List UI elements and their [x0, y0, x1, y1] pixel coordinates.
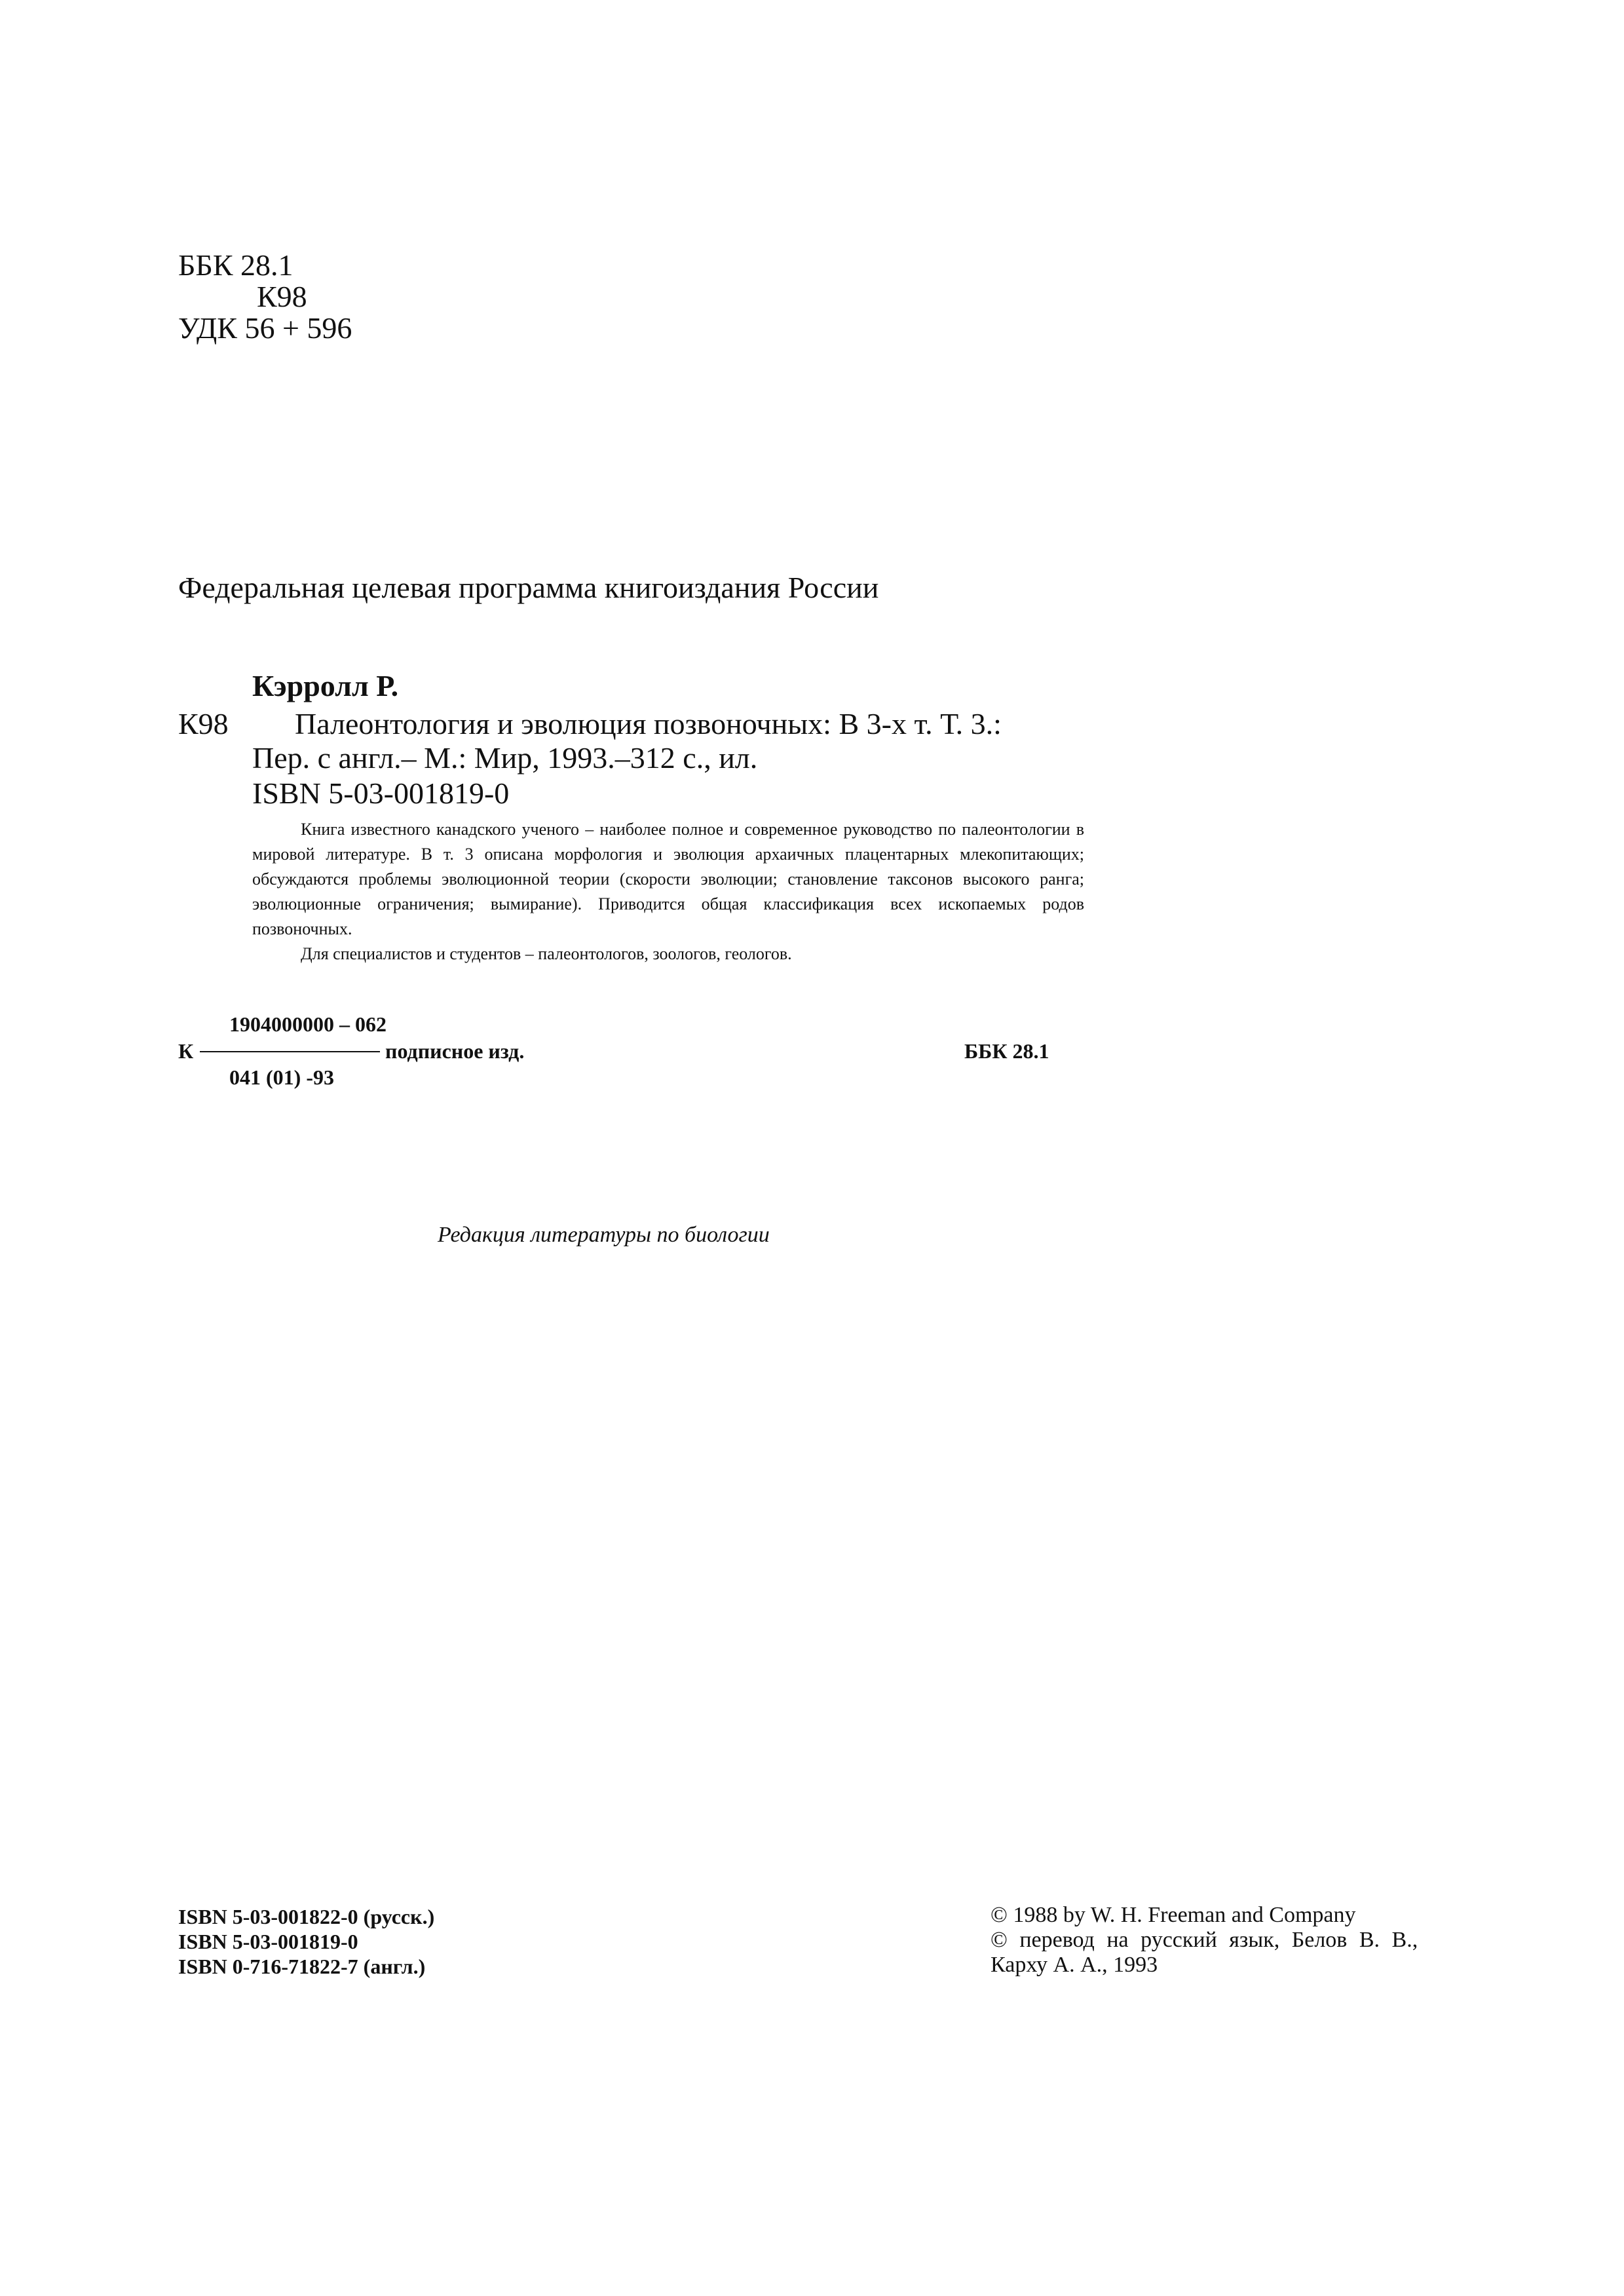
- fraction-line: [200, 1051, 380, 1052]
- copyright-translators: Карху А. А., 1993: [991, 1953, 1158, 1977]
- index-denominator: 041 (01) -93: [229, 1065, 334, 1089]
- annotation: [252, 817, 1084, 966]
- index-bbk: ББК 28.1: [964, 1039, 1049, 1063]
- author-name: Кэрролл Р.: [252, 669, 399, 702]
- copyright-translation: © перевод на русский язык, Белов В. В.,: [991, 1928, 1418, 1952]
- book-title-line1: Палеонтология и эволюция позвоночных: В 3-х т. Т. 3.:: [295, 707, 1002, 740]
- index-letter: К: [178, 1039, 194, 1063]
- annotation-paragraph-1: Книга известного канадского ученого – наиболее полное и современное руководство по палеонтологии в мировой литературе. В т. 3 описана морфология и эволюция архаичных плацентарных млекопитающих; обсуждаются проблемы эволюционной теории (скорости эволюции; становление таксонов высокого ранга; эволюционные ограничения; вымирание). Приводится общая классификация всех ископаемых родов позвоночных.: [252, 820, 1084, 938]
- isbn-list: [178, 1904, 434, 1979]
- author-mark: К98: [257, 280, 307, 313]
- isbn-russian: ISBN 5-03-001822-0 (русск.): [178, 1905, 435, 1928]
- editorial-office: Редакция литературы по биологии: [438, 1223, 770, 1247]
- isbn-english: ISBN 0-716-71822-7 (англ.): [178, 1955, 426, 1978]
- book-isbn: ISBN 5-03-001819-0: [252, 776, 510, 810]
- isbn-volume: ISBN 5-03-001819-0: [178, 1930, 358, 1953]
- bib-mark: К98: [178, 707, 229, 740]
- copyright-block: [991, 1903, 1418, 1978]
- subscription-label: подписное изд.: [385, 1039, 525, 1063]
- bbk-code: ББК 28.1: [178, 248, 293, 282]
- index-numerator: 1904000000 – 062: [229, 1012, 387, 1036]
- annotation-paragraph-2: Для специалистов и студентов – палеонтологов, зоологов, геологов.: [301, 944, 792, 963]
- udk-code: УДК 56 + 596: [178, 311, 352, 345]
- program-title: Федеральная целевая программа книгоиздания России: [178, 571, 879, 604]
- copyright-original: © 1988 by W. H. Freeman and Company: [991, 1903, 1356, 1927]
- book-title-line2: Пер. с англ.– М.: Мир, 1993.–312 с., ил.: [252, 741, 758, 775]
